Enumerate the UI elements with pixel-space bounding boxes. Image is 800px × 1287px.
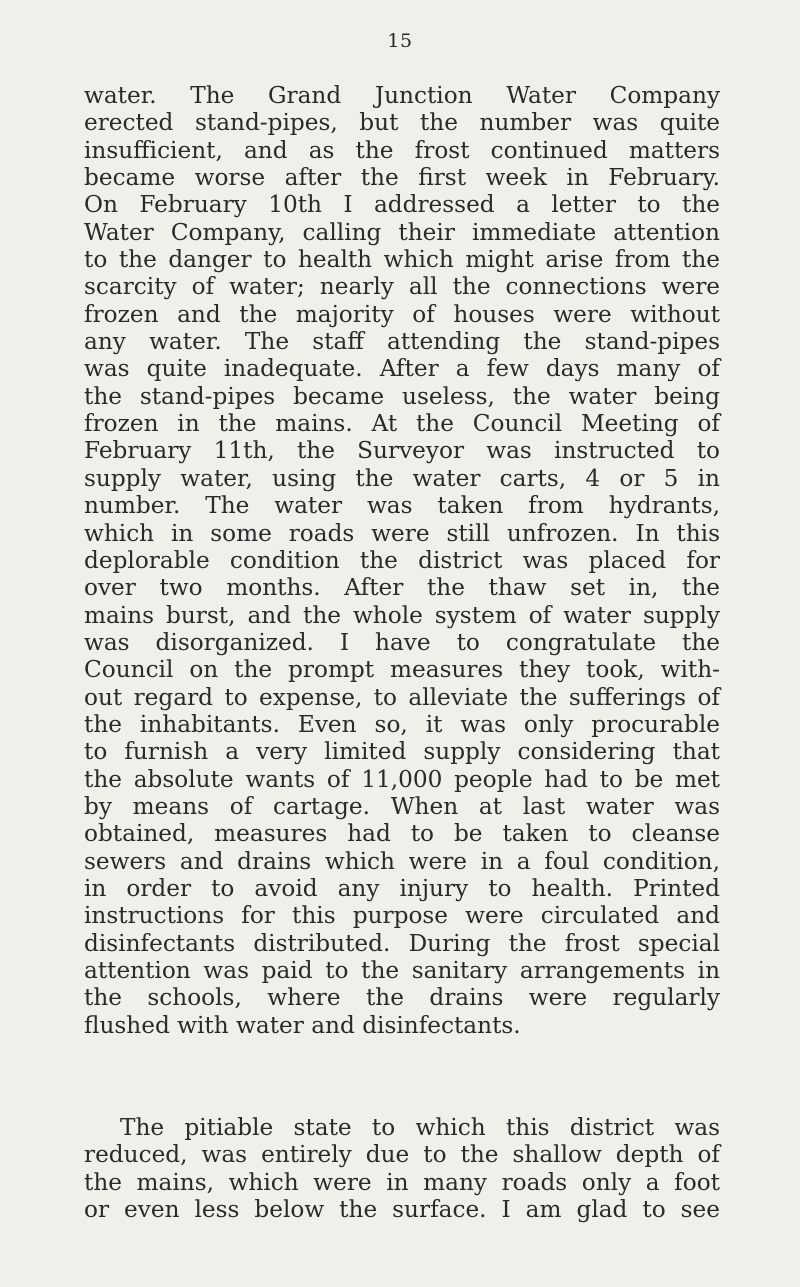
- text-line: supply water, using the water carts, 4 or 5 in: [84, 464, 720, 492]
- text-line: in order to avoid any injury to health. Printed: [84, 874, 720, 902]
- text-line: number. The water was taken from hydrants,: [84, 492, 720, 520]
- text-line: instructions for this purpose were circulated and: [84, 902, 720, 930]
- text-line: or even less below the surface. I am glad to see: [84, 1196, 720, 1224]
- text-line: over two months. After the thaw set in, the: [84, 574, 720, 602]
- text-line: The pitiable state to which this district was: [120, 1114, 720, 1141]
- text-line: February 11th, the Surveyor was instructed to: [84, 437, 720, 465]
- text-line: erected stand-pipes, but the number was quite: [84, 109, 720, 137]
- text-line: deplorable condition the district was placed for: [84, 546, 720, 574]
- text-line: any water. The staff attending the stand-pipes: [84, 328, 720, 356]
- text-line: sewers and drains which were in a foul condition,: [84, 847, 720, 875]
- text-line: attention was paid to the sanitary arrangements in: [84, 957, 720, 984]
- text-line: was disorganized. I have to congratulate the: [84, 628, 720, 656]
- text-line: insufficient, and as the frost continued matters: [84, 136, 720, 164]
- text-line: frozen in the mains. At the Council Meeting of: [84, 410, 720, 438]
- text-line: frozen and the majority of houses were without: [84, 300, 720, 328]
- text-line: Council on the prompt measures they took, with-: [84, 656, 720, 684]
- text-line: Water Company, calling their immediate attention: [84, 218, 720, 246]
- text-line: On February 10th I addressed a letter to the: [84, 191, 720, 219]
- text-line: mains burst, and the whole system of water supply: [84, 601, 720, 629]
- text-line: by means of cartage. When at last water was: [84, 792, 720, 820]
- paragraph-1: [84, 82, 720, 1039]
- text-line: water. The Grand Junction Water Company: [84, 82, 720, 109]
- text-line: became worse after the first week in February.: [84, 164, 720, 192]
- text-line: the inhabitants. Even so, it was only procurable: [84, 710, 720, 738]
- text-line: the schools, where the drains were regularly: [84, 984, 720, 1012]
- text-line: out regard to expense, to alleviate the sufferings of: [84, 683, 720, 711]
- text-line: the stand-pipes became useless, the water being: [84, 382, 720, 410]
- text-line: flushed with water and disinfectants.: [84, 1011, 521, 1039]
- text-line: disinfectants distributed. During the frost special: [84, 929, 720, 957]
- text-line: the absolute wants of 11,000 people had to be met: [84, 765, 720, 793]
- text-line: scarcity of water; nearly all the connections were: [84, 273, 720, 301]
- text-line: reduced, was entirely due to the shallow depth of: [84, 1141, 720, 1169]
- text-line: obtained, measures had to be taken to cleanse: [84, 820, 720, 848]
- page-number: 15: [387, 30, 413, 52]
- text-line: the mains, which were in many roads only a foot: [84, 1168, 720, 1196]
- text-line: was quite inadequate. After a few days many of: [84, 355, 720, 383]
- text-line: to the danger to health which might arise from the: [84, 246, 720, 274]
- text-line: which in some roads were still unfrozen. In this: [84, 519, 720, 547]
- paragraph-2: [84, 1114, 720, 1223]
- text-line: to furnish a very limited supply considering that: [84, 738, 720, 766]
